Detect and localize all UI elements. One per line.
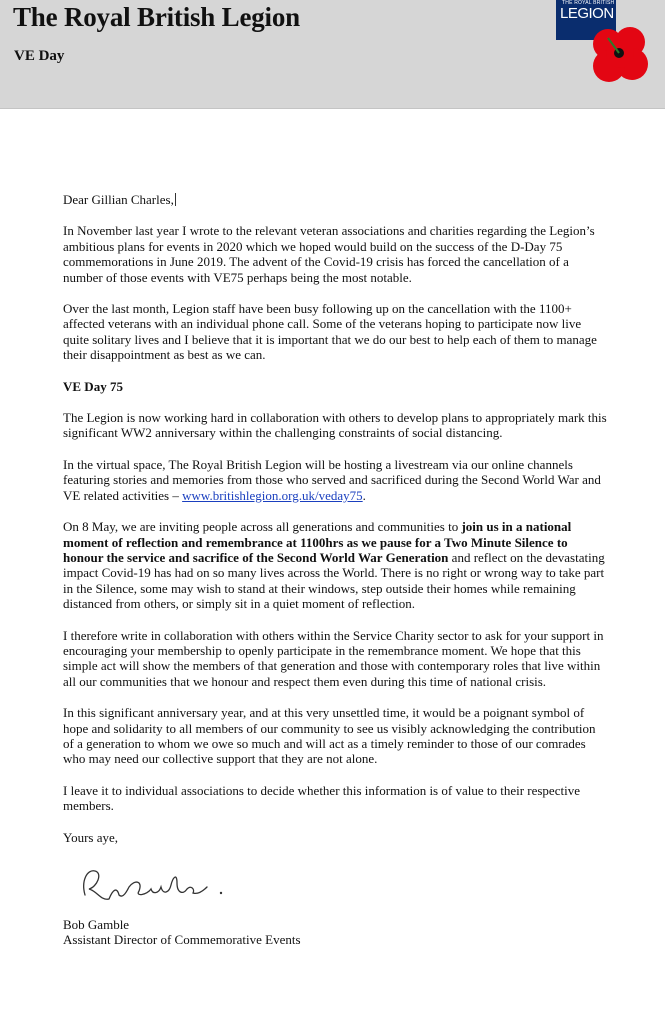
paragraph-4-text: In the virtual space, The Royal British Legion will be hosting a livestream via our online channels featuring stories and memories from those who served and sacrificed during the Second World War and VE related activities – bbox=[63, 456, 601, 503]
salutation bbox=[63, 192, 609, 207]
paragraph-5-end: and reflect on the devastating impact Covid-19 has had on so many lives across the World. There is no right or wrong way to take part in the Silence, some may wish to stand at their windows, step outside their homes while remaining distanced from others, or simply sit in a quiet moment of reflection. bbox=[63, 549, 605, 612]
paragraph-1: In November last year I wrote to the relevant veteran associations and charities regarding the Legion’s ambitious plans for events in 2020 which we hoped would build on the success of the D-Day 75 commemorations in June 2019. The advent of the Covid-19 crisis has forced the cancellation of a number of those events with VE75 perhaps being the most notable. bbox=[63, 223, 595, 285]
signature-block bbox=[63, 917, 609, 948]
paragraph-5-start: On 8 May, we are inviting people across all generations and communities to bbox=[63, 519, 462, 535]
paragraph-6: I therefore write in collaboration with others within the Service Charity sector to ask for your support in encouraging your membership to openly participate in the remembrance moment. We hope that this simple act will show the members of that generation and those with contemporary roles that live within all our communities that we honour and respect them even during this time of national crisis. bbox=[63, 627, 604, 689]
paragraph-7: In this significant anniversary year, and at this very unsettled time, it would be a poignant symbol of hope and solidarity to all members of our community to see us visibly acknowledging the contribution of a generation to whom we owe so much and will act as a timely reminder to those of our comrades who may need our collective support that they are not alone. bbox=[63, 705, 596, 767]
poppy-icon bbox=[588, 22, 654, 88]
organization-title: The Royal British Legion bbox=[13, 2, 300, 32]
signer-name: Bob Gamble bbox=[63, 917, 130, 932]
logo-text: LEGION bbox=[560, 5, 614, 22]
document-subtitle: VE Day bbox=[14, 48, 65, 64]
salutation-text: Dear Gillian Charles, bbox=[63, 192, 174, 207]
veday75-link[interactable]: www.britishlegion.org.uk/veday75 bbox=[182, 487, 363, 503]
section-heading: VE Day 75 bbox=[63, 378, 123, 394]
letter-body bbox=[63, 192, 609, 948]
text-cursor bbox=[175, 193, 176, 206]
letterhead bbox=[0, 0, 665, 109]
paragraph-4-end: . bbox=[362, 487, 366, 503]
paragraph-2: Over the last month, Legion staff have been busy following up on the cancellation with the 1100+ affected veterans with an individual phone call. Some of the veterans hoping to participate now live quite solitary lives and I believe that it is important that we do our best to help each of them to manage their disappointment as best as we can. bbox=[63, 301, 597, 363]
logo-small-text: THE ROYAL BRITISH bbox=[562, 0, 615, 6]
handwritten-signature bbox=[73, 859, 243, 909]
paragraph-3: The Legion is now working hard in collaboration with others to develop plans to appropriately mark this significant WW2 anniversary within the challenging constraints of social distancing. bbox=[63, 410, 607, 441]
paragraph-8: I leave it to individual associations to decide whether this information is of value to their respective members. bbox=[63, 782, 580, 814]
paragraph-4 bbox=[63, 457, 609, 503]
paragraph-5-bold: join us in a national moment of reflection and remembrance at 1100hrs as we pause for a Two Minute Silence to honour the service and sacrifice of the Second World War Generation bbox=[63, 519, 572, 565]
paragraph-5 bbox=[63, 519, 609, 611]
closing: Yours aye, bbox=[63, 829, 119, 845]
signer-role: Assistant Director of Commemorative Events bbox=[63, 932, 301, 948]
